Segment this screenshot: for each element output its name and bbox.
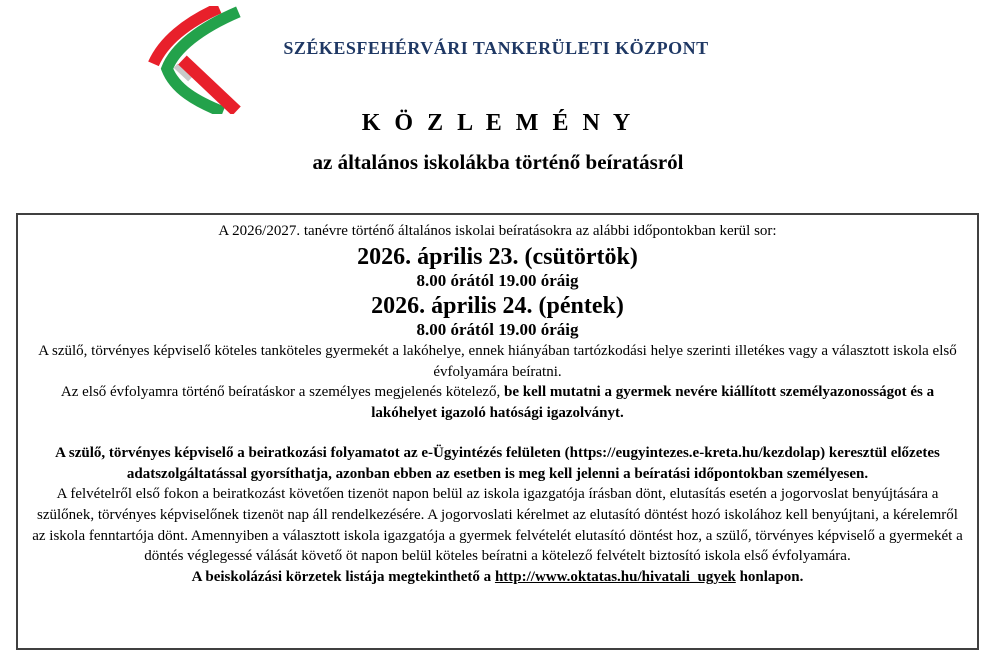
enrollment-time-1: 8.00 órától 19.00 óráig xyxy=(416,271,579,291)
paragraph-documents-bold: be kell mutatni a gyermek nevére kiállított személyazonosságot és a lakóhelyet igazoló hatósági igazolványt. xyxy=(371,384,935,422)
enrollment-date-block-2 xyxy=(30,292,965,340)
paragraph-appeal: A felvételről első fokon a beiratkozást követően tizenöt napon belül az iskola igazgatója írásban dönt, elutasítás esetén a jogorvoslat benyújtására a szülőnek, törvényes képviselőnek tizenöt nap áll rendelkezésére. A jogorvoslati kérelmet az elutasító döntést hozó iskolához kell benyújtani, a kérelemről az iskola fenntartója dönt. Amennyiben a választott iskola igazgatója a gyermek felvételét elutasító döntést hoz, a szülő, törvényes képviselő a gyermekét a döntés véglegessé válását követő öt napon belül köteles beíratni a kötelező felvételt biztosító iskola első évfolyamára. xyxy=(32,486,963,565)
paragraph-obligation: A szülő, törvényes képviselő köteles tanköteles gyermekét a lakóhelye, ennek hiányában tartózkodási helye szerinti illetékes vagy a választott iskola első évfolyamára beíratni. xyxy=(38,343,957,380)
page-subtitle: az általános iskolákba történő beíratásról xyxy=(312,150,684,174)
paragraph-districts xyxy=(30,567,965,588)
paragraph-eugyintezes: A szülő, törvényes képviselő a beiratkozási folyamatot az e-Ügyintézés felületen (https://eugyintezes.e-kreta.hu/kezdolap) keresztül előzetes adatszolgáltatással gyorsíthatja, azonban ebben az esetben is meg kell jelenni a beíratási időpontokban személyesen. xyxy=(55,444,940,482)
org-name: SZÉKESFEHÉRVÁRI TANKERÜLETI KÖZPONT xyxy=(283,38,709,58)
enrollment-date-block-1 xyxy=(30,243,965,291)
intro-line: A 2026/2027. tanévre történő általános iskolai beíratásokra az alábbi időpontokban kerül sor: xyxy=(218,223,777,239)
k-ribbon-logo-icon xyxy=(136,6,252,114)
enrollment-time-2: 8.00 órától 19.00 óráig xyxy=(416,320,579,340)
enrollment-date-2: 2026. április 24. (péntek) xyxy=(371,293,624,320)
enrollment-date-1: 2026. április 23. (csütörtök) xyxy=(357,244,638,270)
notice-box xyxy=(16,213,979,650)
districts-prefix: A beiskolázási körzetek listája megtekinthető a xyxy=(191,568,495,585)
paragraph-documents-regular: Az első évfolyamra történő beíratáskor a személyes megjelenés kötelező, xyxy=(60,384,505,401)
page-title: K Ö Z L E M É N Y xyxy=(361,110,635,136)
paragraph-documents xyxy=(30,382,965,423)
oktatas-link[interactable]: http://www.oktatas.hu/hivatali_ugyek xyxy=(494,568,736,585)
districts-suffix: honlapon. xyxy=(735,568,804,585)
